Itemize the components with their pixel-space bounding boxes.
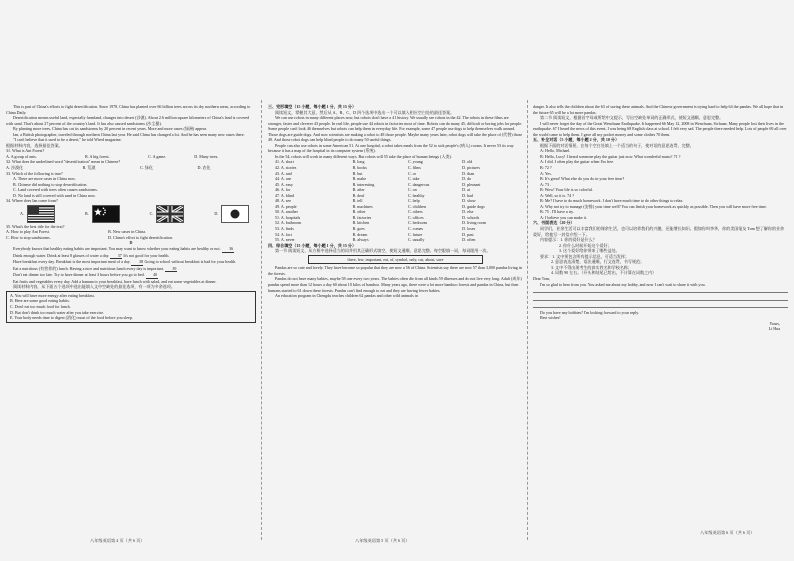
question-34-flag-options bbox=[6, 205, 256, 223]
dialogue-instruction: 根据下面的对话情景，在每个空白处填上一个适当的句子，使对话的意思连贯、完整。 bbox=[540, 142, 694, 148]
writing-requirement: 要求：1. 文中须包含所有提示信息，可适当发挥； bbox=[540, 253, 630, 259]
reading-c-instruction: 根据材料内容，选择最佳答案。 bbox=[6, 142, 63, 148]
text: Drink enough water. Drink at least 8 glasses of water a day. bbox=[13, 252, 110, 258]
cloze-option: D. bad bbox=[462, 192, 473, 198]
dialogue-line: B: Wow! Your life is so colorful. bbox=[540, 187, 593, 193]
dialogue-line: B: Hello, Lucy! I heard someone play the guitar just now. What wonderful music! 71 ? bbox=[540, 153, 681, 159]
page-footer: 八年级英语第 5 页（共 6 页） bbox=[355, 538, 410, 543]
cloze-option: C. children bbox=[407, 203, 426, 209]
option: D. China's effort to fight desertification. bbox=[108, 234, 173, 240]
cloze-option: B. long bbox=[352, 159, 365, 165]
writing-tip: 2. 你什么时候开始这个爱好； bbox=[559, 242, 612, 248]
cloze-option: D. show bbox=[462, 198, 476, 204]
text: Everybody knows that healthy eating habits are important. You may want to know whether your eating habits are healthy or not. bbox=[13, 246, 221, 252]
cloze-option: 55. A. never bbox=[275, 237, 295, 243]
option: D. No land is still covered with sand in China now. bbox=[13, 192, 96, 198]
cloze-option: C. or bbox=[407, 170, 417, 176]
cloze-paragraph-3: In the 54, robots will work in many different ways. But robots will 55 take the place of human beings (人类). bbox=[275, 153, 452, 159]
dialogue-line: A: Well, so it is. 74 ? bbox=[540, 192, 574, 198]
writing-heading: 六、书面表达（20 分） bbox=[533, 220, 575, 226]
box-option: B. Here are some good eating habits. bbox=[10, 298, 70, 304]
option: A. There are more cases in China now. bbox=[13, 176, 76, 182]
question-33: 33. Which of the following is true? bbox=[6, 170, 63, 176]
cloze-option: 42. A. stories bbox=[275, 165, 297, 171]
dialogue-heading: 五、补全对话（5 小题，每小题 2 分，共 10 分） bbox=[533, 137, 619, 143]
cloze-option: D. pleasant bbox=[462, 181, 481, 187]
cloze-option: D. often bbox=[462, 237, 476, 243]
flag-option-b bbox=[85, 205, 120, 223]
writing-tip: 3. 这个爱好给你带来了哪些益处。 bbox=[559, 248, 620, 254]
cloze-option: B. factories bbox=[352, 214, 372, 220]
page-footer: 八年级英语第 4 页（共 6 页） bbox=[90, 538, 145, 543]
dialogue-line: B: 72 ? bbox=[540, 165, 552, 171]
comprehensive-fill-heading: 四、综合填空（15 小题，每小题 1 分，共 15 分） bbox=[268, 242, 357, 248]
cloze-option: C. take bbox=[407, 176, 420, 182]
dialogue-line: A: I believe you can make it. bbox=[540, 214, 587, 220]
cloze-option: C. on bbox=[407, 187, 417, 193]
cloze-option: 48. A. see bbox=[275, 198, 291, 204]
reading-c-paragraph-5: "I can't believe that it used to be a desert," he told Wired magazine. bbox=[13, 137, 122, 143]
cloze-paragraph-1: We can use robots in many different places now, but robots don't have a 41 history. We usually see robots in the 42. The robots in these films are stronger, faster and cleverer 43 people. In real life, people use 44 robots in factories most of time. Robots can do many 45, difficult or boring jobs for people. Some people can't look 46 themselves but robots can help them in everyday life. For example, some 47 people use dogs to help themselves walk around. Those dogs are guide dogs. And now scientists are making a robot to 48 those people. Maybe many years later, robot dogs will take the place of (代替) those 49. And those robot dogs can help blind people to do many 50 useful things. bbox=[268, 115, 523, 143]
answer-blank[interactable]: 38 bbox=[131, 259, 143, 266]
page-divider bbox=[527, 100, 528, 540]
question-34: 34. Where does Ian come from? bbox=[6, 198, 58, 204]
cloze-option: B. always bbox=[352, 237, 369, 243]
flag-option-c bbox=[150, 205, 185, 223]
page-footer: 八年级英语第 6 页（共 6 页） bbox=[700, 530, 755, 535]
dialogue bbox=[533, 148, 788, 220]
cloze-options-table bbox=[268, 159, 523, 242]
cloze-option: D. schools bbox=[462, 214, 480, 220]
cloze-option: C. healthy bbox=[407, 192, 425, 198]
cloze-option: C. usually bbox=[407, 237, 425, 243]
page-divider bbox=[261, 100, 262, 540]
cloze-option: C. comes bbox=[407, 226, 423, 232]
option: B. New oases in China. bbox=[108, 229, 147, 235]
cloze-option: C. future bbox=[407, 231, 423, 237]
cloze-option: 50. A. another bbox=[275, 209, 298, 215]
cloze-option: C. help bbox=[407, 198, 420, 204]
dialogue-line: A: I did. I often play the guitar when I'm free. bbox=[540, 159, 614, 165]
answer-blank[interactable]: 39 bbox=[165, 266, 177, 273]
answer-blank[interactable]: 37 bbox=[110, 253, 122, 260]
reading-c-paragraph-3: By planting more trees, China has cut its sandstorms by 20 percent in recent years. More and more oases (绿洲) appear. bbox=[13, 126, 207, 132]
answer-blank[interactable]: 40 bbox=[146, 272, 158, 279]
cloze-option: D. living room bbox=[462, 220, 487, 226]
cloze-option: D. past bbox=[462, 231, 474, 237]
cloze-option: D. than bbox=[462, 170, 475, 176]
letter-yours: Yours, bbox=[769, 320, 780, 326]
cloze-option: 45. A. easy bbox=[275, 181, 293, 187]
us-flag-icon bbox=[27, 205, 55, 223]
box-option: C. Don't eat too much food for lunch. bbox=[10, 303, 71, 309]
cloze-option: B. dream bbox=[352, 231, 368, 237]
cloze-option: 47. A. blind bbox=[275, 192, 295, 198]
cloze-option: 51. A. hospitals bbox=[275, 214, 301, 220]
cloze-option: D. pictures bbox=[462, 165, 480, 171]
letter-opening: I'm so glad to hear from you. You asked me about my hobby, and now I can't wait to share it with you. bbox=[540, 281, 706, 287]
cloze-option: B. goes bbox=[352, 226, 365, 232]
writing-instruction: 同学们，业余生活可以丰富我们的课余生活，也可以培养我们的兴趣，还能增长知识。假如你叫李华，你的美国笔友 Tom 想了解你的业余爱好，给他写一封信介绍一下。 bbox=[533, 226, 785, 237]
writing-line[interactable] bbox=[533, 287, 788, 293]
right-column bbox=[533, 104, 788, 537]
flag-option-a bbox=[20, 205, 55, 223]
option-letter: D. bbox=[214, 211, 219, 217]
option: C. 绿化 bbox=[140, 165, 153, 171]
dialogue-line: A: Hello, Michael. bbox=[540, 148, 571, 154]
box-option: E. Your body needs time to digest (消化) most of the food before you sleep. bbox=[10, 315, 133, 321]
option: A. 沙漠化 bbox=[6, 165, 24, 171]
section-2-instruction: 第二节 阅读短文，根据首字母或所给中文提示，写出空缺处单词的正确形式，使短文通顺、意思完整。 bbox=[540, 115, 724, 121]
reading-c-paragraph-4: Ian, a British photographer, traveled through northern China last year. He said China has changed a lot. And he has seen many new oases there. bbox=[13, 131, 245, 137]
text: Eat a nutritious (有营养的) lunch. Having a nice and nutritious lunch every day is important. bbox=[13, 265, 164, 271]
cloze-option: C. others bbox=[407, 209, 423, 215]
dialogue-line: A: 73 . bbox=[540, 181, 552, 187]
cloze-option: 44. A. use bbox=[275, 176, 292, 182]
comprehensive-fill-instruction: 第一节 阅读短文，从方框中选择适当的词并用其正确形式填空，使短文通顺、意思完整。每空限填一词，每词限用一次。 bbox=[275, 248, 491, 254]
cloze-option: B. kitchen bbox=[352, 220, 370, 226]
cloze-option: B. make bbox=[352, 176, 367, 182]
letter-signature: Li Hua bbox=[768, 326, 780, 332]
cloze-option: C. dangerous bbox=[407, 181, 430, 187]
cloze-option: B. but bbox=[352, 170, 363, 176]
option: A. How to play Ant Forest. bbox=[6, 229, 50, 235]
section-d-heading: D bbox=[129, 240, 133, 246]
options-box bbox=[6, 291, 256, 323]
option: B. Chinese did nothing to stop desertification. bbox=[13, 181, 88, 187]
cloze-option: B. books bbox=[352, 165, 367, 171]
option: B. A big forest. bbox=[85, 153, 110, 159]
cloze-option: 53. A. finds bbox=[275, 226, 294, 232]
cloze-option: B. interesting bbox=[352, 181, 375, 187]
option: C. A game. bbox=[148, 153, 167, 159]
japan-flag-icon bbox=[221, 205, 249, 223]
question-35-options bbox=[6, 229, 256, 240]
question-32: 32. What does the underlined word "desertification" mean in Chinese? bbox=[6, 159, 121, 165]
panda-paragraph-1: Pandas are so cute and lovely. They have become so popular that they are now a 56 of China. Scientists say there are now 57 than 3,000 pandas living in the forests. bbox=[268, 265, 522, 276]
cloze-option: B. machines bbox=[352, 203, 373, 209]
cloze-option: B. tell bbox=[352, 198, 363, 204]
box-option: A. You will have more energy after eating breakfast. bbox=[10, 292, 95, 298]
option-letter: B. bbox=[84, 211, 89, 217]
text: It's not good for your health. bbox=[123, 252, 170, 258]
cloze-heading: 三、完形填空（15 小题，每小题 1 分，共 15 分） bbox=[268, 104, 357, 109]
writing-requirement: 3. 文中不得出现考生的真实姓名和学校名称； bbox=[551, 264, 632, 270]
letter-wishes: Best wishes! bbox=[540, 315, 561, 321]
middle-column bbox=[268, 104, 523, 537]
question-35: 35. What's the best title for the text? bbox=[6, 223, 65, 229]
cloze-option: C. bedroom bbox=[407, 220, 428, 226]
cloze-option: D. else bbox=[462, 209, 474, 215]
cloze-instruction: 阅读短文，掌握其大意，然后从 A、B、C、D 四个选项中选出一个可以填入相应空白处的最佳答案。 bbox=[275, 109, 455, 115]
dialogue-line: B: 75 . I'll have a try. bbox=[540, 209, 574, 215]
cloze-option: 46. A. for bbox=[275, 187, 291, 193]
earthquake-paragraph: I will never forget the day of the Great Wenchuan Earthquake. It happened 66 May 12, 2008 in Wenchuan, Sichuan. Many people lost their lives in the earthquake. 67 I heard the news of this event, I was being 68 English class at school. I felt very sad. The people there needed help. Lots of people 69 all over the world came to help them. I gave all my pocket money and some clothes 70 them. bbox=[533, 120, 787, 137]
cloze-option: 41. A. short bbox=[275, 159, 294, 165]
cloze-option: 43. A. and bbox=[275, 170, 292, 176]
cloze-option: B. after bbox=[352, 187, 365, 193]
cloze-option: D. loses bbox=[462, 226, 476, 232]
cloze-option: D. do bbox=[462, 176, 472, 182]
uk-flag-icon bbox=[156, 205, 184, 223]
cloze-option: B. other bbox=[352, 209, 366, 215]
writing-requirement: 4. 词数 90 左右。（开头和结尾已给出，不计算在词数之内） bbox=[551, 270, 657, 276]
answer-blank[interactable]: 36 bbox=[222, 246, 234, 253]
option: D. Many trees. bbox=[194, 153, 219, 159]
panda-paragraph-2: Pandas do not have many babies, maybe 58 one every two years. The babies often die from all kinds 59 illnesses and do not live very long. Adult (成年) pandas spend more than 12 hours a day 60 about 10 kilos of bamboo. Many years ago, there were a lot more bamboo forests and pandas in China, but then humans started to 61 down these forests. Pandas can't find enough to eat and they are having fewer babies. bbox=[268, 276, 522, 293]
question-31: 31. What is Ant Forest? bbox=[6, 148, 45, 154]
cloze-option: 52. A. bathroom bbox=[275, 220, 302, 226]
cloze-option: C. films bbox=[407, 165, 421, 171]
text: Don't eat dinner too late. Try to have dinner at least 3 hours before you go to bed. bbox=[13, 272, 145, 278]
option: A. A group of ants. bbox=[6, 153, 37, 159]
letter-greeting: Dear Tom, bbox=[533, 275, 551, 281]
option: C. Land covered with trees often causes sandstorms. bbox=[13, 187, 98, 193]
cloze-option: 49. A. people bbox=[275, 203, 297, 209]
writing-tip: 内容提示：1. 你的爱好是什么？ bbox=[540, 237, 597, 243]
flag-option-d bbox=[214, 205, 249, 223]
china-flag-icon bbox=[92, 205, 120, 223]
cloze-option: C. offices bbox=[407, 214, 424, 220]
option-letter: A. bbox=[20, 211, 24, 217]
left-column bbox=[6, 104, 256, 537]
cloze-option: D. at bbox=[462, 187, 471, 193]
dialogue-line: A: Why not try to manage (安排) your time well? You can finish your homework as quickly as possible. Then you will have more free time. bbox=[540, 203, 767, 209]
writing-line[interactable] bbox=[533, 295, 788, 301]
reading-d-instruction: 阅读材料内容，从下面五个选项中选出能填入文中空缺处的最佳选项，有一项为多余选项。 bbox=[13, 284, 175, 290]
box-option: D. But don't drink too much water after you take exercise. bbox=[10, 309, 105, 315]
reading-c-paragraph-2: Desertification means useful land, especially farmland, changes into desert (沙漠). About 2.6 million square kilometers of China's land is covered with sand. That's about 27 percent of the country's land. It has also caused sandstorms (沙尘暴). bbox=[6, 115, 250, 126]
panda-paragraph-3: An education program in Chengdu teaches children 62 pandas and other wild animals in bbox=[275, 293, 418, 299]
cloze-paragraph-2: People can also use robots in some American 51. At one hospital, a robot takes meals from the 52 to sick people's (病人) rooms. It never 53 its way because it has a map of the hospital in its computer system (系统). bbox=[268, 142, 514, 154]
option: B. 荒漠 bbox=[82, 165, 96, 171]
writing-line[interactable] bbox=[533, 302, 788, 308]
option-letter: C. bbox=[149, 211, 154, 217]
cloze-option: 54. A. fact bbox=[275, 231, 292, 237]
panda-paragraph-4: danger. It also tells the children about the 63 of saving these animals. And the Chinese government is trying hard to help 64 the pandas. We all hope that in the future 65 will be a lot more pandas. bbox=[533, 104, 784, 115]
cloze-option: D. old bbox=[462, 159, 473, 165]
reading-d-paragraph-6: Eat fruits and vegetables every day. Add a banana to your breakfast, have lunch with salad, and eat some vegetables at dinner. bbox=[13, 278, 217, 284]
option: C. How to stop sandstorms. bbox=[6, 234, 51, 240]
dialogue-line: B: It's great! What else do you do in your free time? bbox=[540, 176, 625, 182]
dialogue-line: B: Me? I have to do much homework. I don't have much time to do other things to relax. bbox=[540, 198, 684, 204]
letter-closing: Do you have any hobbies? I'm looking forward to your reply. bbox=[540, 309, 640, 315]
cloze-option: B. deaf bbox=[352, 192, 365, 198]
cloze-option: C. young bbox=[407, 159, 423, 165]
cloze-option: D. guide dogs bbox=[462, 203, 485, 209]
text: Have breakfast every day. Breakfast is the most important meal of a day. bbox=[13, 259, 131, 265]
word-bank-box: there, few, important, eat, of, symbol, only, cut, about, save bbox=[308, 255, 483, 265]
option: D. 农化 bbox=[197, 165, 211, 171]
text: Going to school without breakfast is bad for your health. bbox=[144, 259, 237, 265]
writing-requirement: 2. 意思表达清楚，语法通顺，行文连贯，书写规范； bbox=[551, 259, 645, 265]
dialogue-line: A: Yes. bbox=[540, 170, 552, 176]
reading-c-paragraph-1: This is part of China's efforts to fight desertification. Since 1978, China has planted over 66 billion trees across its dry northern areas, according to China Daily. bbox=[6, 104, 251, 115]
